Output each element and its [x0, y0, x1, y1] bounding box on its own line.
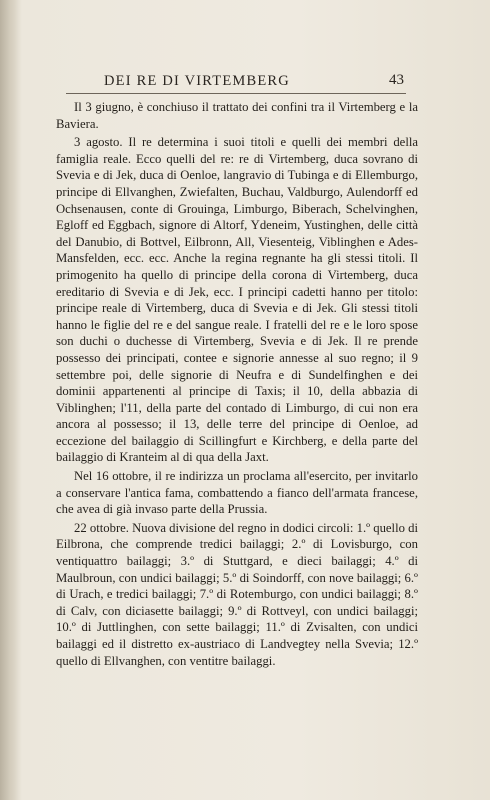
binding-gutter: [0, 0, 22, 800]
body-text: [56, 99, 418, 669]
paragraph-titles: 3 agosto. Il re determina i suoi titoli e quelli dei membri della famiglia reale. Ecco quelli del re: re di Virtemberg, duca sovrano di Svevia e di Jek, duca di Oenloe, langravio di Tubinga e di Ellemburgo, principe di Ellvanghen, Zwiefalten, Buchau, Valdburgo, Aulendorff ed Ochsenausen, conte di Grouinga, Limburgo, Biberach, Schelvinghen, Egloff ed Eggbach, signore di Altorf, Ydeneim, Yustinghen, delle città del Danubio, di Bottvel, Eilbronn, All, Viesenteig, Viblinghen e Ades-Mansfelden, ecc. ecc. Anche la regina regnante ha gli stessi titoli. Il primogenito ha quello di principe della corona di Virtemberg, duca ereditario di Svevia e di Jek, ecc. I principi cadetti hanno per titolo: principe reale di Virtemberg, duca di Svevia e di Jek. Gli stessi titoli hanno le figlie del re e del sangue reale. I fratelli del re e le loro spose son duchi o duchesse di Virtemberg, Svevia e di Jek. Il re prende possesso dei principati, contee e signorie annesse al suo regno; il 9 settembre poi, delle signorie di Neufra e di Sundelfinghen e dei dominii appartenenti al principe di Taxis; il 10, della abbazia di Viblinghen; l'11, della parte del contado di Limburgo, di cui non era ancora al possesso; il 13, delle terre del principe di Oenloe, ad eccezione del bailaggio di Scillingfurt e Kirchberg, e della parte del bailaggio di Kranteim al di qua della Jaxt.: [56, 135, 418, 465]
page-number: 43: [389, 72, 404, 88]
paragraph-proclamation: Nel 16 ottobre, il re indirizza un proclama all'esercito, per invitarlo a conservare l'antica fama, combattendo a fianco dell'armata francese, che avea di già invaso parte della Prussia.: [56, 469, 418, 517]
paragraph-division: 22 ottobre. Nuova divisione del regno in dodici circoli: 1.º quello di Eilbrona, che comprende tredici bailaggi; 2.º di Lovisburgo, con ventiquattro bailaggi; 3.º di Stuttgard, e dieci bailaggi; 4.º di Maulbroun, con undici bailaggi; 5.º di Soindorff, con nove bailaggi; 6.º di Urach, e tredici bailaggi; 7.º di Rotemburgo, con undici bailaggi; 8.º di Calv, con diciasette bailaggi; 9.º di Rottveyl, con undici bailaggi; 10.º di Juttlinghen, con sette bailaggi; 11.º di Zvisalten, con undici bailaggi ed il distretto ex-austriaco di Landvegtey nella Svevia; 12.º quello di Ellvanghen, con ventitre bailaggi.: [56, 520, 418, 668]
running-title: DEI RE DI VIRTEMBERG: [104, 73, 290, 89]
page-header: [104, 73, 404, 95]
paragraph-treaty: Il 3 giugno, è conchiuso il trattato dei confini tra il Virtemberg e la Baviera.: [56, 100, 418, 131]
header-rule: [66, 93, 406, 94]
